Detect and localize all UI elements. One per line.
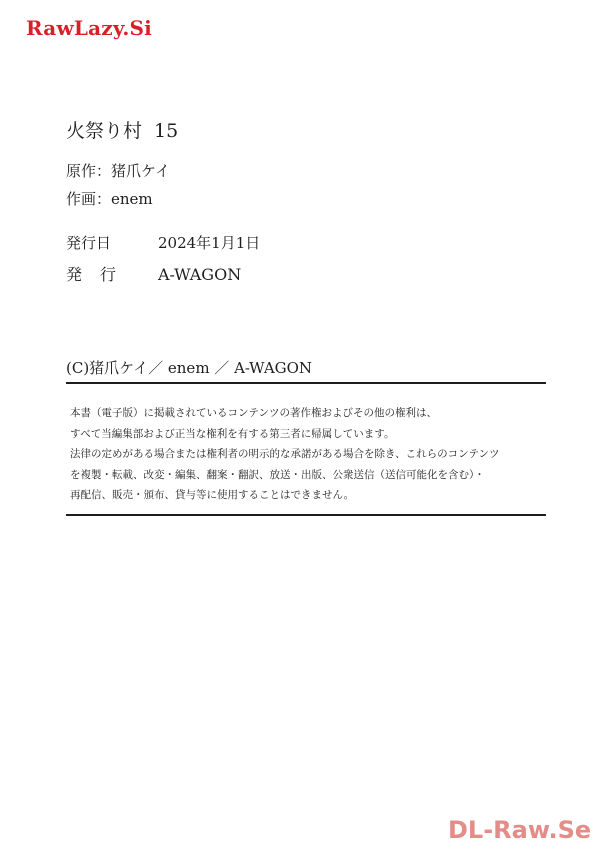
- publisher-row: [66, 262, 241, 285]
- credit-value: 猪爪ケイ: [111, 162, 170, 180]
- publication-date-row: [66, 232, 260, 253]
- divider-top: [66, 382, 546, 384]
- credit-original-author: [66, 160, 170, 181]
- credit-label: 原作：: [66, 162, 112, 180]
- divider-bottom: [66, 514, 546, 516]
- notice-line: 法律の定めがある場合または権利者の明示的な承諾がある場合を除き、これらのコンテンツ: [70, 448, 500, 460]
- title-name: 火祭り村: [66, 120, 143, 142]
- publication-date-label: 発行日: [66, 234, 112, 252]
- notice-line: すべて当編集部および正当な権利を有する第三者に帰属しています。: [70, 427, 395, 440]
- publisher-label: 発行: [66, 265, 135, 284]
- credit-value: enem: [111, 190, 153, 208]
- notice-line: を複製・転載、改変・編集、翻案・翻訳、放送・出版、公衆送信（送信可能化を含む）・: [70, 468, 485, 481]
- title-volume: 15: [154, 120, 179, 142]
- watermark-bottom: DL-Raw.Se: [448, 816, 592, 844]
- notice-line: 本書（電子版）に掲載されているコンテンツの著作権およびその他の権利は、: [70, 407, 437, 419]
- copyright-notice: [70, 403, 546, 506]
- notice-line: 再配信、販売・頒布、貸与等に使用することはできません。: [70, 489, 355, 501]
- credit-label: 作画：: [66, 190, 112, 208]
- book-title: [66, 116, 178, 143]
- credit-artist: [66, 188, 153, 209]
- copyright-line: (C)猪爪ケイ／ enem ／ A-WAGON: [66, 359, 313, 377]
- publisher-value: A-WAGON: [158, 265, 242, 284]
- publication-date-value: 2024年1月1日: [158, 234, 261, 252]
- watermark-top: RawLazy.Si: [26, 16, 152, 40]
